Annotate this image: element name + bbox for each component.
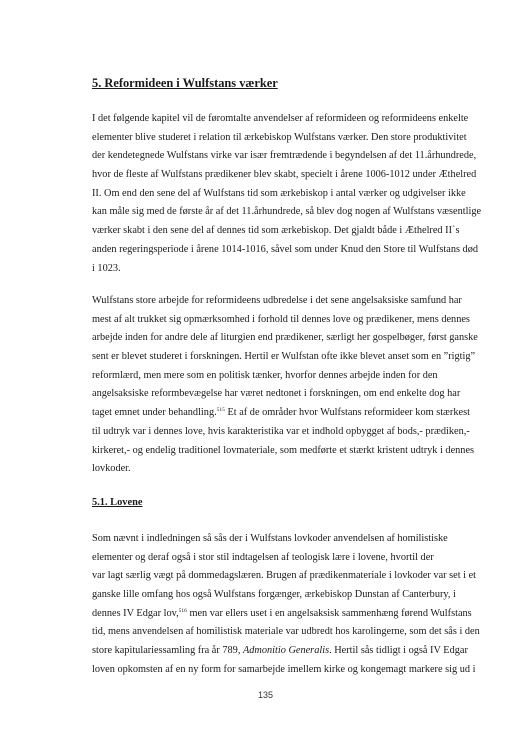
work-title: Admonitio Generalis (242, 645, 330, 657)
footnote-marker[interactable]: 516 (178, 607, 187, 614)
text-line: mest af alt trukket sig opmærksomhed i forhold til dennes love og prædikener, mens dennes (92, 313, 470, 325)
text-line: elementer og deraf også i stor stil indtagelsen af teologisk lære i lovene, hvortil der (92, 551, 434, 563)
text-line: angelsaksiske reformbevægelse har været nedtonet i forskningen, om end enkelte dog har (92, 388, 461, 400)
text-line: værker skabt i den sene del af dennes tid som ærkebiskop. Det gjaldt både i Æthelred II`s (92, 225, 460, 237)
text-fragment: Et af de områder hvor Wulfstans reformideer kom stærkest (224, 407, 470, 419)
text-line: Wulfstans store arbejde for reformideens udbredelse i det sene angelsaksiske samfund har (92, 295, 462, 306)
section-heading: 5. Reformideen i Wulfstans værker (92, 76, 278, 90)
text-line: i 1023. (92, 262, 121, 274)
text-line: der kendetegnede Wulfstans virke var især fremtrædende i begyndelsen af det 11.århundrede, (92, 150, 477, 162)
text-fragment: . Hertil sås tidligt i også IV Edgar (329, 645, 468, 657)
text-line: sent er blevet studeret i forskningen. Hertil er Wulfstan ofte ikke blevet anset som en ”rigtig” (92, 351, 476, 363)
text-line: II. Om end den sene del af Wulfstans tid som ærkebiskop i antal værker og udgivelser ikke (92, 187, 466, 199)
text-line: kirkeret,- og endelig traditionel lovmateriale, som medførte et stærkt kristent udtryk i dennes (92, 444, 475, 456)
text-line: lovkoder. (92, 463, 131, 475)
text-fragment: taget emnet under behandling. (92, 407, 217, 419)
text-line: hvor de fleste af Wulfstans prædikener blev skabt, specielt i årene 1006-1012 under Æthelred (92, 169, 477, 181)
text-line: til udtryk var i dennes love, hvis karakteristika var et indhold opbygget af bods,- prædiken,- (92, 425, 470, 437)
text-line: loven opkomsten af en ny form for samarbejde imellem kirke og kongemagt markere sig ud i (92, 663, 476, 675)
text-line: reformlærd, men mere som en politisk tænker, hvorfor dennes arbejde inden for den (92, 369, 438, 381)
text-line: kan måle sig med de første år af det 11.århundrede, så blev dog nogen af Wulfstans væsentlige (92, 206, 482, 218)
page-number: 135 (257, 690, 274, 700)
text-line: arbejde inden for andre dele af liturgien end prædikener, særligt her gospelbøger, først ganske (92, 332, 478, 344)
paragraph-laws (92, 530, 480, 680)
paragraph-intro (92, 110, 482, 278)
text-line: anden regeringsperiode i årene 1014-1016, såvel som under Knud den Store til Wulfstans død (92, 243, 479, 255)
text-fragment: dennes IV Edgar lov, (92, 607, 179, 619)
text-line: elementer blive studeret i relation til ærkebiskop Wulfstans værker. Den store produktivitet (92, 131, 467, 143)
text-line (92, 642, 468, 661)
text-fragment: store kapitulariessamling fra år 789, (92, 645, 243, 657)
text-line: ganske lille omfang hos også Wulfstans forgænger, ærkebiskop Dunstan af Canterbury, i (92, 589, 456, 601)
text-line: Som nævnt i indledningen så sås der i Wulfstans lovkoder anvendelsen af homilistiske (92, 533, 448, 544)
text-line (92, 605, 472, 624)
footnote-marker[interactable]: 515 (216, 407, 225, 414)
subsection-heading: 5.1. Lovene (92, 497, 143, 508)
text-line: var lagt særlig vægt på dommedagslæren. Brugen af prædikenmateriale i lovkoder var set i et (92, 570, 477, 582)
text-line: tid, mens anvendelsen af homilistisk materiale var udbredt hos karolingerne, som det sås i den (92, 626, 480, 638)
text-line: I det følgende kapitel vil de føromtalte anvendelser af reformideen og reformideens enkelte (92, 113, 469, 124)
text-fragment: men var ellers uset i en angelsaksisk sammenhæng førend Wulfstans (186, 607, 472, 619)
text-line (92, 404, 470, 423)
paragraph-reform-work (92, 292, 478, 479)
